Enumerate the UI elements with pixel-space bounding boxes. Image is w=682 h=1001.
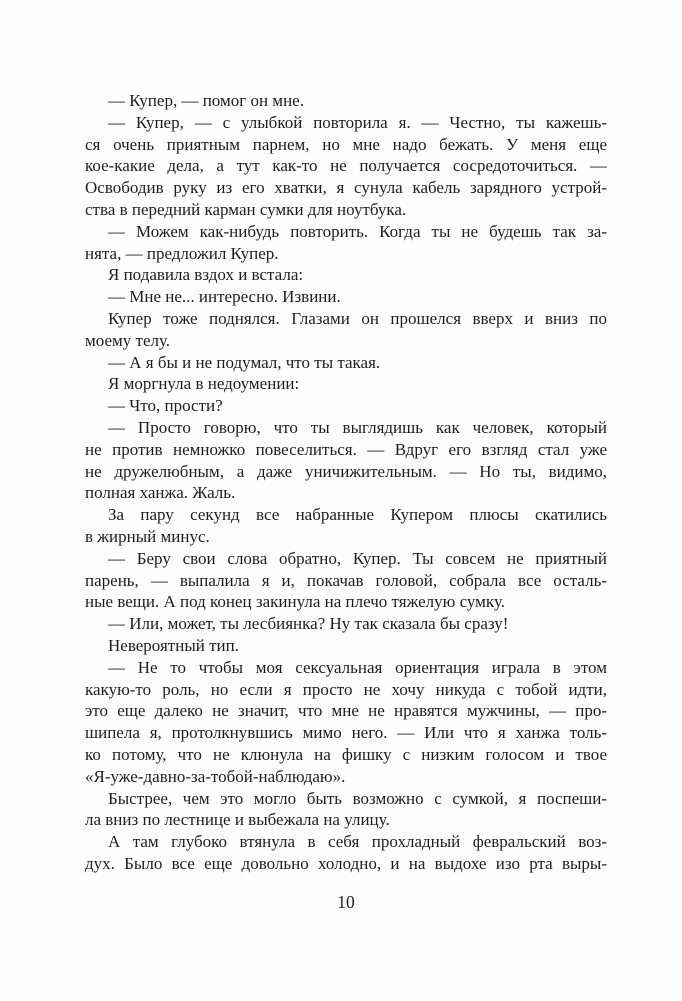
- text-line: Купер тоже поднялся. Глазами он прошелся вверх и вниз по: [108, 308, 607, 328]
- text-line: ные вещи. А под конец закинула на плечо тяжелую сумку.: [85, 592, 505, 612]
- text-line: — Можем как-нибудь повторить. Когда ты не будешь так за-: [108, 221, 607, 241]
- text-block: [85, 90, 607, 875]
- text-line: парень, — выпалила я и, покачав головой, собрала все осталь-: [85, 570, 607, 590]
- text-line: в жирный минус.: [85, 526, 210, 546]
- text-line: ся очень приятным парнем, но мне надо бежать. У меня еще: [85, 134, 607, 154]
- text-line: — Просто говорю, что ты выглядишь как человек, который: [108, 417, 607, 437]
- text-line: — Мне не... интересно. Извини.: [108, 287, 341, 307]
- paragraph: [85, 548, 607, 613]
- text-line: — Купер, — помог он мне.: [108, 91, 304, 110]
- paragraph: [85, 112, 607, 221]
- text-line: — Беру свои слова обратно, Купер. Ты совсем не приятный: [108, 548, 607, 568]
- paragraph: [85, 352, 607, 374]
- text-line: не дружелюбным, а даже уничижительным. — Но ты, видимо,: [85, 461, 607, 481]
- text-line: моему телу.: [85, 330, 171, 350]
- paragraph: [85, 417, 607, 504]
- text-line: кое-какие дела, а тут как-то не получается сосредоточиться. —: [85, 156, 607, 176]
- page-number: 10: [337, 892, 355, 912]
- paragraph: [85, 504, 607, 548]
- paragraph: [85, 90, 607, 112]
- text-line: Я моргнула в недоумении:: [108, 374, 300, 394]
- paragraph: [85, 286, 607, 308]
- paragraph: [85, 395, 607, 417]
- paragraph: [85, 264, 607, 286]
- text-line: «Я-уже-давно-за-тобой-наблюдаю».: [85, 766, 346, 786]
- text-line: Быстрее, чем это могло быть возможно с сумкой, я поспеши-: [108, 788, 607, 808]
- text-line: — Что, прости?: [108, 396, 223, 416]
- paragraph: [85, 221, 607, 265]
- text-line: какую-то роль, но если я просто не хочу никуда с тобой идти,: [85, 679, 607, 699]
- text-line: ко потому, что не клюнула на фишку с низким голосом и твое: [85, 744, 607, 764]
- text-line: За пару секунд все набранные Купером плюсы скатились: [108, 505, 607, 525]
- text-line: Я подавила вздох и встала:: [108, 265, 304, 285]
- text-line: нята, — предложил Купер.: [85, 243, 279, 263]
- text-line: шипела я, протолкнувшись мимо него. — Или что я ханжа толь-: [85, 723, 607, 743]
- text-line: А там глубоко втянула в себя прохладный февральский воз-: [108, 832, 607, 852]
- text-line: ла вниз по лестнице и выбежала на улицу.: [85, 810, 390, 830]
- paragraph: [85, 308, 607, 352]
- text-line: — Купер, — с улыбкой повторила я. — Честно, ты кажешь-: [108, 112, 607, 132]
- text-line: полная ханжа. Жаль.: [85, 483, 236, 503]
- paragraph: [85, 613, 607, 635]
- text-line: — Или, может, ты лесбиянка? Ну так сказала бы сразу!: [108, 614, 509, 634]
- paragraph: [85, 635, 607, 657]
- text-line: Освободив руку из его хватки, я сунула кабель зарядного устрой-: [85, 178, 607, 198]
- text-line: дух. Было все еще довольно холодно, и на выдохе изо рта выры-: [85, 853, 607, 873]
- text-line: — Не то чтобы моя сексуальная ориентация играла в этом: [108, 657, 607, 677]
- text-line: — А я бы и не подумал, что ты такая.: [108, 352, 381, 372]
- text-line: Невероятный тип.: [108, 635, 239, 655]
- paragraph: [85, 373, 607, 395]
- text-line: ства в передний карман сумки для ноутбука.: [85, 199, 407, 219]
- paragraph: [85, 831, 607, 875]
- paragraph: [85, 788, 607, 832]
- paragraph: [85, 657, 607, 788]
- text-line: не против немножко повеселиться. — Вдруг его взгляд стал уже: [85, 439, 607, 459]
- text-line: это еще далеко не значит, что мне не нравятся мужчины, — про-: [85, 701, 607, 721]
